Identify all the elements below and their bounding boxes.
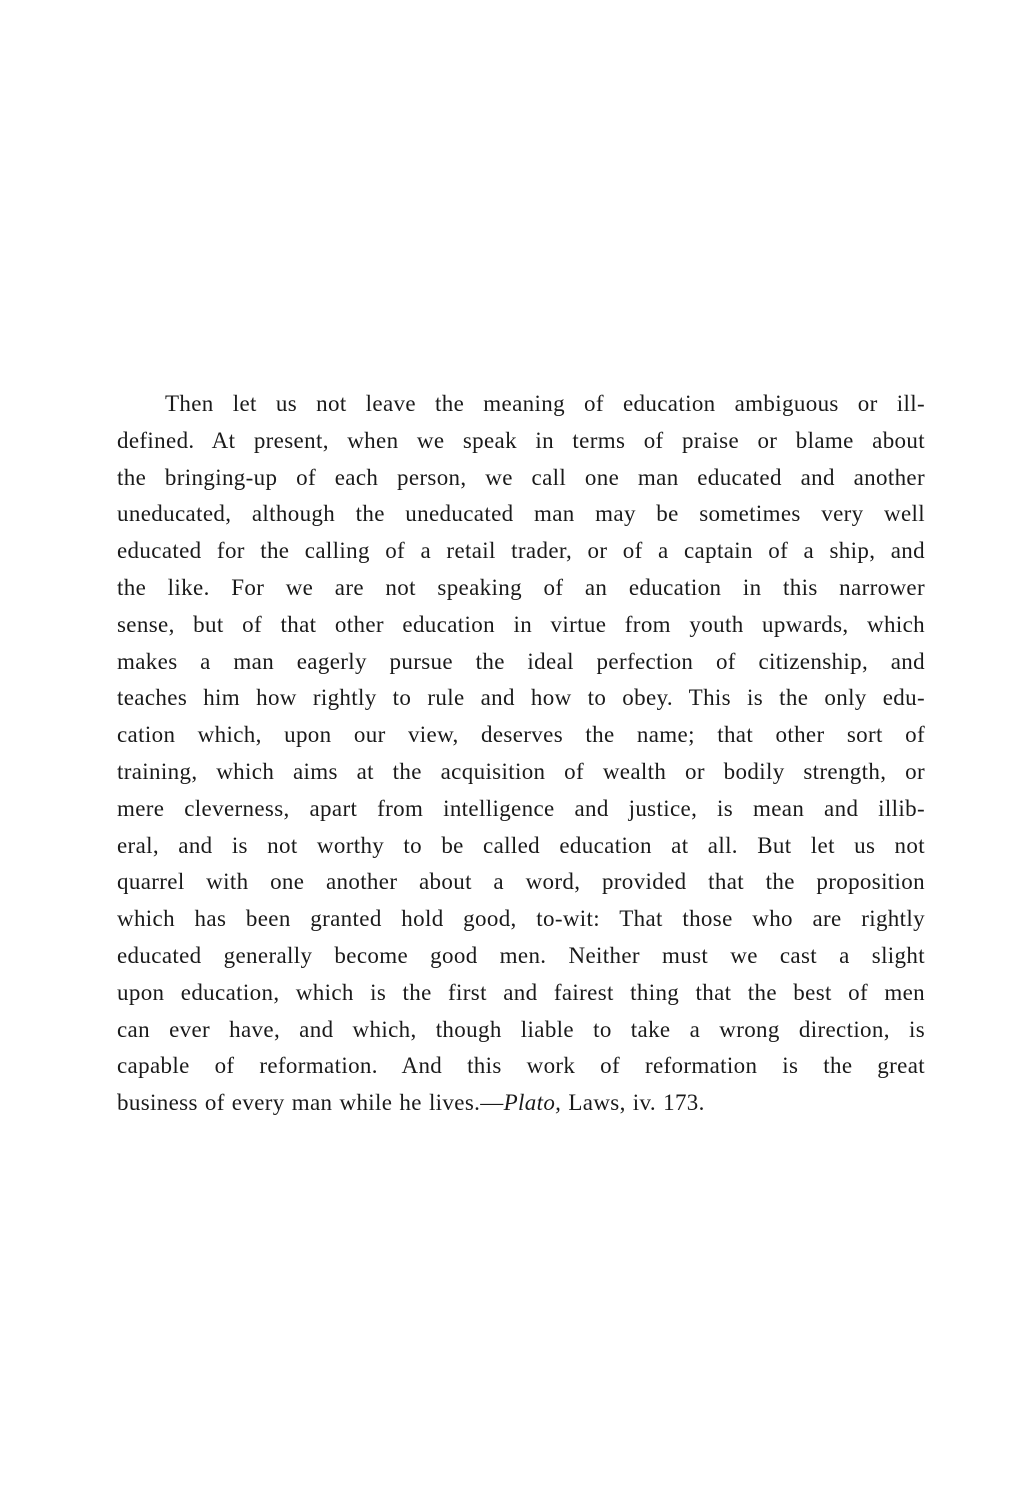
passage-line: sense, but of that other education in virtue from youth upwards, which bbox=[117, 611, 925, 637]
passage-final-line bbox=[117, 1085, 925, 1122]
passage-line: uneducated, although the uneducated man may be sometimes very well bbox=[117, 501, 925, 527]
passage-line: the like. For we are not speaking of an education in this narrower bbox=[117, 574, 925, 600]
passage-line: training, which aims at the acquisition of wealth or bodily strength, or bbox=[117, 758, 925, 784]
passage-line: capable of reformation. And this work of reformation is the great bbox=[117, 1053, 925, 1079]
citation-reference: iv. 173. bbox=[625, 1090, 705, 1116]
citation-author: Plato, bbox=[503, 1090, 562, 1116]
passage-line: teaches him how rightly to rule and how to obey. This is the only edu- bbox=[117, 685, 925, 711]
passage-line: eral, and is not worthy to be called education at all. But let us not bbox=[117, 832, 925, 858]
passage-line: can ever have, and which, though liable to take a wrong direction, is bbox=[117, 1016, 925, 1042]
passage-line: Then let us not leave the meaning of education ambiguous or ill- bbox=[165, 391, 925, 416]
quotation-passage bbox=[117, 386, 925, 1122]
passage-final-text: business of every man while he lives.— bbox=[117, 1090, 504, 1116]
passage-line: educated for the calling of a retail trader, or of a captain of a ship, and bbox=[117, 538, 925, 564]
passage-line: cation which, upon our view, deserves the name; that other sort of bbox=[117, 722, 925, 748]
passage-line: which has been granted hold good, to-wit: That those who are rightly bbox=[117, 906, 925, 932]
passage-line: quarrel with one another about a word, provided that the proposition bbox=[117, 869, 925, 895]
citation-work: Laws, bbox=[561, 1090, 626, 1116]
passage-line: mere cleverness, apart from intelligence and justice, is mean and illib- bbox=[117, 795, 925, 821]
passage-line: makes a man eagerly pursue the ideal perfection of citizenship, and bbox=[117, 648, 925, 674]
passage-line: educated generally become good men. Neither must we cast a slight bbox=[117, 942, 925, 968]
passage-line: defined. At present, when we speak in terms of praise or blame about bbox=[117, 427, 925, 453]
passage-line: the bringing-up of each person, we call one man educated and another bbox=[117, 464, 925, 490]
passage-line: upon education, which is the first and fairest thing that the best of men bbox=[117, 979, 925, 1005]
